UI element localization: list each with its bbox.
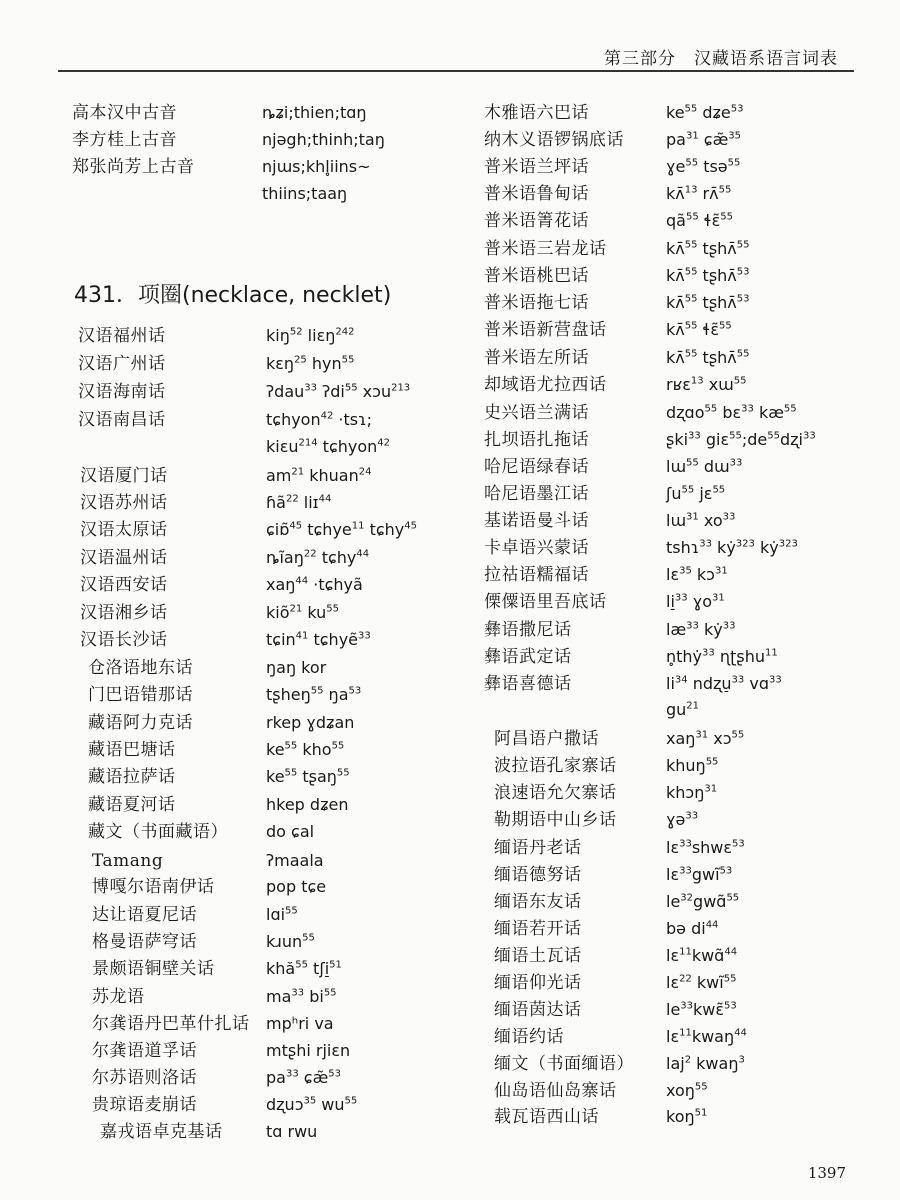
dialect-name: 藏文（书面藏语） <box>88 822 228 842</box>
phonetic-form: njəgh;thinh;taŋ <box>262 130 385 149</box>
dialect-name: 缅语约话 <box>494 1027 564 1047</box>
phonetic-form: kiɛu$^{214}$ tɕhyon$^{42}$ <box>266 437 391 456</box>
dialect-name: 仓洛语地东话 <box>88 658 193 678</box>
phonetic-form: do ɕal <box>266 822 315 841</box>
phonetic-form: $ke^{55}$ tʂaŋ$^{55}$ <box>266 767 350 786</box>
phonetic-form: ʔdau$^{33}$ ʔdi$^{55}$ xɔu$^{213}$ <box>266 382 411 401</box>
phonetic-form: lɛ$^{11}$kwaŋ$^{44}$ <box>666 1027 747 1046</box>
phonetic-form: tshɿ$^{33}$ kẏ$^{323}$ kẏ$^{323}$ <box>666 538 798 557</box>
phonetic-form: lɑi$^{55}$ <box>266 905 298 924</box>
phonetic-form: ʂki$^{33}$ $giɛ^{55};de^{55}dʐi^{33}$ <box>666 430 816 449</box>
phonetic-form: hkep dʑen <box>266 795 349 814</box>
dialect-name: 缅语德努话 <box>494 865 582 885</box>
dialect-name: 景颇语铜壁关话 <box>92 959 215 979</box>
dialect-name: 尔龚语道孚话 <box>92 1041 197 1061</box>
phonetic-form: kɛŋ$^{25}$ hyn$^{55}$ <box>266 354 355 373</box>
dialect-name: 仙岛语仙岛寨话 <box>494 1081 617 1101</box>
phonetic-form: thiins;taaŋ <box>262 184 348 203</box>
phonetic-form: $qã^{55}$ ɬɛ̃$^{55}$ <box>666 211 733 230</box>
phonetic-form: kʌ̄$^{55}$ tʂhʌ̄$^{53}$ <box>666 266 750 285</box>
dialect-name: 普米语拖七话 <box>484 293 589 313</box>
phonetic-form: rʁɛ$^{13}$ xɯ$^{55}$ <box>666 375 747 394</box>
dialect-name: 汉语海南话 <box>78 382 166 402</box>
phonetic-form: ȵʑi;thien;tɑŋ <box>262 103 367 122</box>
phonetic-form: $pa^{31}$ ɕæ̃$^{35}$ <box>666 130 742 149</box>
dialect-name: 阿昌语户撒话 <box>494 729 599 749</box>
phonetic-form: khɔŋ$^{31}$ <box>666 783 718 802</box>
dialect-name: 汉语西安话 <box>80 575 168 595</box>
dialect-name: 藏语拉萨话 <box>88 767 176 787</box>
dialect-name: 史兴语兰满话 <box>484 403 589 423</box>
dialect-name: Tamang <box>92 851 164 871</box>
dialect-name: 缅语仰光话 <box>494 973 582 993</box>
phonetic-form: kiŋ$^{52}$ liɛŋ$^{242}$ <box>266 326 355 345</box>
dialect-name: 汉语长沙话 <box>80 630 168 650</box>
dialect-name: 基诺语曼斗话 <box>484 511 589 531</box>
dialect-name: 普米语鲁甸话 <box>484 184 589 204</box>
phonetic-form: kiõ$^{21}$ $ku^{55}$ <box>266 603 339 622</box>
dialect-name: 门巴语错那话 <box>88 685 193 705</box>
dialect-name: 缅语丹老话 <box>494 838 582 858</box>
dialect-name: 贵琼语麦崩话 <box>92 1095 197 1115</box>
dialect-name: 普米语新营盘话 <box>484 320 607 340</box>
dialect-name: 普米语桃巴话 <box>484 266 589 286</box>
phonetic-form: $læ^{33}$ kẏ$^{33}$ <box>666 620 736 639</box>
dialect-name: 彝语撒尼话 <box>484 620 572 640</box>
running-title: 第三部分 汉藏语系语言词表 <box>604 49 838 69</box>
phonetic-form: ʔmaala <box>266 851 324 870</box>
phonetic-form: xaŋ$^{44}$ ·tɕhyã <box>266 575 363 594</box>
phonetic-form: xoŋ$^{55}$ <box>666 1081 708 1100</box>
dialect-name: 缅语土瓦话 <box>494 946 582 966</box>
dialect-name: 卡卓语兴蒙话 <box>484 538 589 558</box>
phonetic-form: kɹun$^{55}$ <box>266 932 315 951</box>
phonetic-form: kʌ̄$^{13}$ rʌ̄$^{55}$ <box>666 184 732 203</box>
dialect-name: 普米语三岩龙话 <box>484 239 607 259</box>
dialect-name: 高本汉中古音 <box>72 103 177 123</box>
dialect-name: 纳木义语锣锅底话 <box>484 130 624 150</box>
phonetic-form: dʐɑo$^{55}$ bɛ$^{33}$ $kæ^{55}$ <box>666 403 797 422</box>
dialect-name: 缅文（书面缅语） <box>494 1054 634 1074</box>
phonetic-form: kʌ̄$^{55}$ tʂhʌ̄$^{53}$ <box>666 293 750 312</box>
dialect-name: 汉语福州话 <box>78 326 166 346</box>
dialect-name: 藏语巴塘话 <box>88 740 176 760</box>
phonetic-form: khuŋ$^{55}$ <box>666 756 719 775</box>
dialect-name: 汉语太原话 <box>80 520 168 540</box>
phonetic-form: tɑ rwu <box>266 1122 318 1141</box>
phonetic-form: lɛ$^{22}$ kwĩ$^{55}$ <box>666 973 737 992</box>
phonetic-form: pop tɕe <box>266 877 327 896</box>
phonetic-form: kʌ̄$^{55}$ ɬɛ̃$^{55}$ <box>666 320 732 339</box>
phonetic-form: $ke^{55}$ dʑe$^{53}$ <box>666 103 744 122</box>
dialect-name: 缅语东友话 <box>494 892 582 912</box>
dialect-name: 博嘎尔语南伊话 <box>92 877 215 897</box>
phonetic-form: bə $di^{44}$ <box>666 919 719 938</box>
dialect-name: 尔龚语丹巴革什扎话 <box>92 1014 250 1034</box>
phonetic-form: ɣe$^{55}$ tsə$^{55}$ <box>666 157 741 176</box>
dialect-name: 载瓦语西山话 <box>494 1107 599 1127</box>
phonetic-form: lɛ$^{33}$shwɛ$^{53}$ <box>666 838 745 857</box>
page-number: 1397 <box>807 1164 846 1182</box>
phonetic-form: $pa^{33}$ ɕæ̃$^{53}$ <box>266 1068 342 1087</box>
phonetic-form: kʌ̄$^{55}$ tʂhʌ̄$^{55}$ <box>666 348 750 367</box>
dialect-name: 尔苏语则洛话 <box>92 1068 197 1088</box>
phonetic-form: n̥thẏ$^{33}$ ɳʈʂhu$^{11}$ <box>666 647 778 666</box>
dialect-name: 汉语湘乡话 <box>80 603 168 623</box>
dialect-name: 李方桂上古音 <box>72 130 177 150</box>
dialect-name: 汉语厦门话 <box>80 466 168 486</box>
dialect-name: 波拉语孔家寨话 <box>494 756 617 776</box>
phonetic-form: laj$^2$ kwaŋ$^3$ <box>666 1054 745 1073</box>
dialect-name: 藏语夏河话 <box>88 795 176 815</box>
dialect-name: 达让语夏尼话 <box>92 905 197 925</box>
phonetic-form: koŋ$^{51}$ <box>666 1107 708 1126</box>
phonetic-form: lɯ$^{55}$ dɯ$^{33}$ <box>666 457 743 476</box>
phonetic-form: njɯs;khl̥iins~ <box>262 157 371 176</box>
phonetic-form: li̠$^{33}$ ɣo$^{31}$ <box>666 592 725 611</box>
phonetic-form: mpʰri va <box>266 1014 334 1033</box>
dialect-name: 郑张尚芳上古音 <box>72 157 195 177</box>
dialect-name: 勒期语中山乡话 <box>494 810 617 830</box>
dialect-name: 浪速语允欠寨话 <box>494 783 617 803</box>
phonetic-form: $li^{34}$ ndʐu̠$^{33}$ vɑ$^{33}$ <box>666 674 782 693</box>
dialect-name: 普米语兰坪话 <box>484 157 589 177</box>
phonetic-form: ʃu$^{55}$ jɛ$^{55}$ <box>666 484 726 503</box>
dialect-name: 汉语苏州话 <box>80 493 168 513</box>
dialect-name: 彝语喜德话 <box>484 674 572 694</box>
dialect-name: 木雅语六巴话 <box>484 103 589 123</box>
phonetic-form: tʂheŋ$^{55}$ $ŋa^{53}$ <box>266 685 362 704</box>
phonetic-form: $le^{32}gwɑ̃^{55}$ <box>666 892 740 911</box>
phonetic-form: lɛ$^{35}$ kɔ$^{31}$ <box>666 565 728 584</box>
phonetic-form: $gu^{21}$ <box>666 700 700 719</box>
dialect-name: 普米语箐花话 <box>484 211 589 231</box>
dialect-name: 傈僳语里吾底话 <box>484 592 607 612</box>
dialect-name: 哈尼语绿春话 <box>484 457 589 477</box>
phonetic-form: dʐuɔ$^{35}$ $wu^{55}$ <box>266 1095 358 1114</box>
phonetic-form: ɦã$^{22}$ liɪ$^{44}$ <box>266 493 332 512</box>
dialect-name: 哈尼语墨江话 <box>484 484 589 504</box>
phonetic-form: ɣə$^{33}$ <box>666 810 699 829</box>
phonetic-form: $le^{33}kwɛ̃^{53}$ <box>666 1000 737 1019</box>
phonetic-form: lɯ$^{31}$ $xo^{33}$ <box>666 511 736 530</box>
phonetic-form: ŋaŋ kor <box>266 658 327 677</box>
dialect-name: 汉语温州话 <box>80 548 168 568</box>
phonetic-form: rkep ɣdʑan <box>266 713 355 732</box>
dialect-name: 彝语武定话 <box>484 647 572 667</box>
dialect-name: 缅语茵达话 <box>494 1000 582 1020</box>
dialect-name: 拉祜语糯福话 <box>484 565 589 585</box>
phonetic-form: $am^{21}$ khuan$^{24}$ <box>266 466 372 485</box>
phonetic-form: mtʂhi rjiɛn <box>266 1041 351 1060</box>
dialect-name: 普米语左所话 <box>484 348 589 368</box>
dialect-name: 缅语若开话 <box>494 919 582 939</box>
phonetic-form: tɕhyon$^{42}$ ·tsɿ; <box>266 410 372 429</box>
dialect-name: 嘉戎语卓克基话 <box>100 1122 223 1142</box>
phonetic-form: khă$^{55}$ tʃi̠$^{51}$ <box>266 959 342 978</box>
phonetic-form: ɕiɒ̃$^{45}$ tɕhye$^{11}$ tɕhy$^{45}$ <box>266 520 417 539</box>
phonetic-form: $ke^{55}$ kho$^{55}$ <box>266 740 345 759</box>
phonetic-form: lɛ$^{11}$kwɑ̃$^{44}$ <box>666 946 738 965</box>
phonetic-form: kʌ̄$^{55}$ tʂhʌ̄$^{55}$ <box>666 239 750 258</box>
dialect-name: 扎坝语扎拖话 <box>484 430 589 450</box>
phonetic-form: $ma^{33}$ $bi^{55}$ <box>266 987 337 1006</box>
phonetic-form: lɛ$^{33}$gwĩ$^{53}$ <box>666 865 733 884</box>
dialect-name: 却域语尤拉西话 <box>484 375 607 395</box>
dialect-name: 汉语广州话 <box>78 354 166 374</box>
phonetic-form: xaŋ$^{31}$ xɔ$^{55}$ <box>666 729 745 748</box>
header-rule <box>58 70 854 72</box>
section-heading: 431．项圈(necklace, necklet) <box>74 283 392 308</box>
dialect-name: 藏语阿力克话 <box>88 713 193 733</box>
dialect-name: 格曼语萨穹话 <box>92 932 197 952</box>
dialect-name: 汉语南昌话 <box>78 410 166 430</box>
phonetic-form: ȵĩaŋ$^{22}$ tɕhy$^{44}$ <box>266 548 370 567</box>
phonetic-form: tɕin$^{41}$ tɕhyẽ$^{33}$ <box>266 630 371 649</box>
dialect-name: 苏龙语 <box>92 987 145 1007</box>
